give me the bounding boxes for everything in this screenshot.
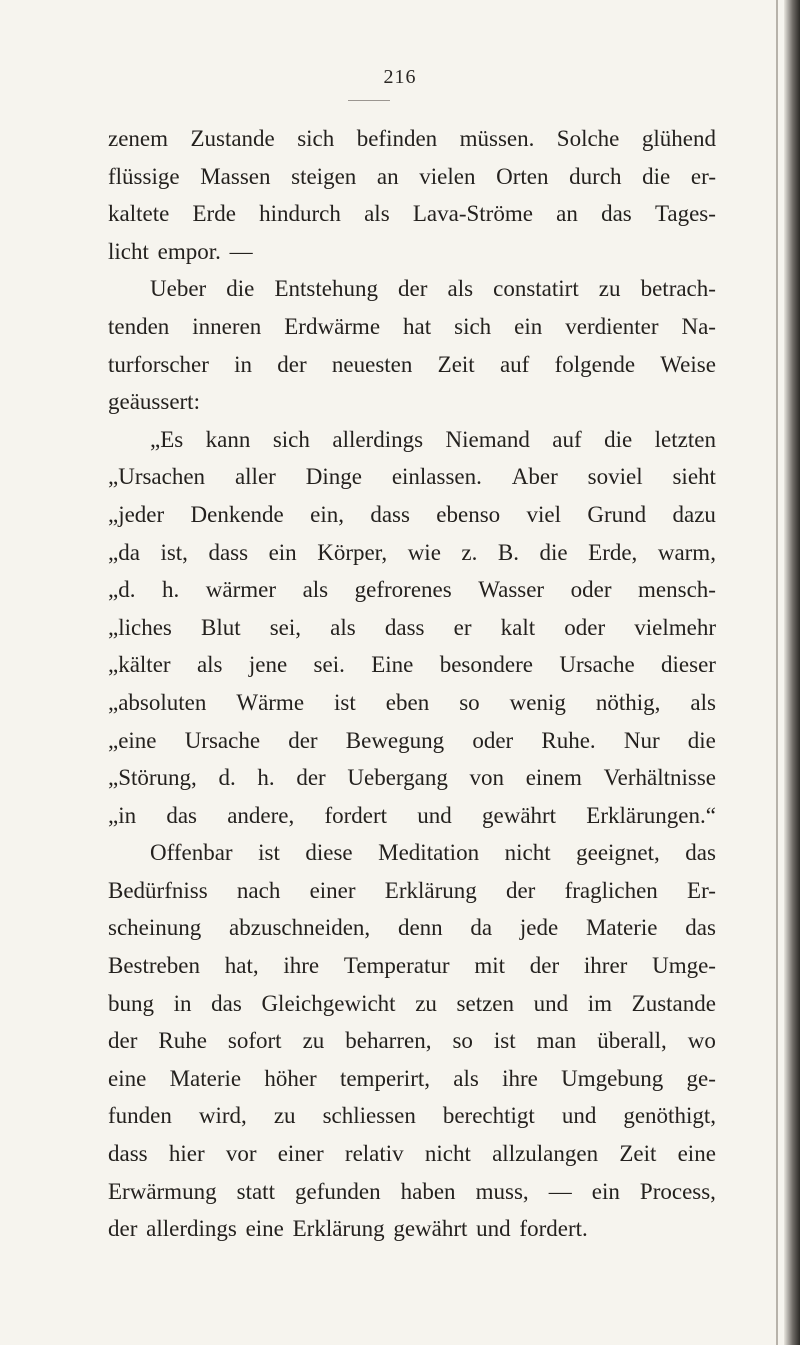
word: Erklärungen.“ xyxy=(586,802,716,828)
word: steigen xyxy=(291,163,357,189)
word: der xyxy=(529,953,560,979)
text-line xyxy=(108,909,716,947)
word: zenem xyxy=(108,126,169,151)
word: Verhältnisse xyxy=(603,765,716,791)
word: Bedürfniss xyxy=(108,877,208,903)
word: dass xyxy=(208,539,249,565)
word: bung xyxy=(108,990,154,1016)
word: ist xyxy=(493,1028,516,1054)
word: wird, xyxy=(198,1103,247,1129)
text-line xyxy=(108,1097,716,1135)
word: Umge- xyxy=(652,953,716,979)
word: fordert xyxy=(324,802,388,828)
word: oder xyxy=(472,727,514,753)
word: Na- xyxy=(681,313,716,339)
word: Materie xyxy=(585,915,658,941)
word: B. xyxy=(497,539,519,565)
binding-line xyxy=(776,0,778,1345)
word: dazu xyxy=(672,501,716,527)
word: Wasser xyxy=(478,577,545,603)
word: „absoluten xyxy=(108,689,207,715)
word: Lava-Ströme xyxy=(412,201,533,227)
word: vor xyxy=(225,1141,257,1167)
word: h. xyxy=(162,577,180,603)
word: zu xyxy=(598,276,621,302)
word: betrach- xyxy=(640,276,716,302)
word: Process, xyxy=(639,1178,716,1204)
word: und xyxy=(533,990,569,1016)
word: genöthigt, xyxy=(623,1103,716,1129)
word: sei, xyxy=(269,614,302,640)
text-line xyxy=(108,684,716,722)
word: Tages- xyxy=(654,201,716,227)
word: fraglichen xyxy=(564,877,658,903)
text-line xyxy=(108,1173,716,1211)
word: Erdwärme xyxy=(284,313,381,339)
word: setzen xyxy=(456,990,514,1016)
word: ist xyxy=(334,689,356,715)
word: Orten xyxy=(496,163,549,189)
word: so xyxy=(459,689,480,715)
word: zu xyxy=(273,1103,296,1129)
word: scheinung xyxy=(108,915,202,941)
word: ihrer xyxy=(583,953,628,979)
text-line xyxy=(108,872,716,910)
word: gewährt xyxy=(482,802,557,828)
word: eben xyxy=(385,689,430,715)
word: ist xyxy=(258,840,280,866)
word: das xyxy=(685,840,716,866)
word: im xyxy=(587,990,613,1016)
word: muss, xyxy=(475,1178,529,1204)
word: Grund xyxy=(587,501,647,527)
word: allzulangen xyxy=(492,1141,599,1167)
word: als xyxy=(330,614,356,640)
word: „eine xyxy=(108,727,157,753)
word: Ursache xyxy=(184,727,261,753)
word: beharren, xyxy=(345,1028,432,1054)
word: die xyxy=(604,426,633,452)
word: denn xyxy=(397,915,443,941)
word: als xyxy=(447,276,474,302)
text-line xyxy=(108,834,716,872)
line-text: geäussert: xyxy=(108,389,200,415)
text-line xyxy=(108,195,716,233)
word: einlassen. xyxy=(391,464,482,490)
word: inneren xyxy=(192,313,262,339)
text-line xyxy=(108,1022,716,1060)
word: müssen. xyxy=(459,126,535,151)
word: als xyxy=(364,201,390,227)
word: Wärme xyxy=(236,689,305,715)
word: statt xyxy=(236,1178,275,1204)
word: geeignet, xyxy=(576,840,660,866)
word: oder xyxy=(564,614,606,640)
word: wie xyxy=(407,539,441,565)
word: Ueber xyxy=(150,276,207,302)
word: so xyxy=(452,1028,473,1054)
text-line xyxy=(108,722,716,760)
word: sofort xyxy=(227,1028,282,1054)
word: ein, xyxy=(310,501,344,527)
text-line xyxy=(108,609,716,647)
word: funden xyxy=(108,1103,172,1129)
word: oder xyxy=(570,577,612,603)
word: man xyxy=(536,1028,577,1054)
word: „Störung, xyxy=(108,765,197,791)
word: zu xyxy=(302,1028,325,1054)
word: überall, xyxy=(597,1028,667,1054)
word: diese xyxy=(305,840,353,866)
word: schliessen xyxy=(322,1103,416,1129)
word: die xyxy=(226,276,255,302)
word: tenden xyxy=(108,313,170,339)
text-line xyxy=(108,233,716,271)
word: „Ursachen xyxy=(108,464,206,490)
word: mit xyxy=(474,953,505,979)
word: Ursache xyxy=(559,652,635,678)
word: Gleichgewicht xyxy=(261,990,396,1016)
word: nach xyxy=(236,877,281,903)
word: Erde, xyxy=(588,539,638,565)
word: glühend xyxy=(641,126,716,151)
text-line xyxy=(108,1060,716,1098)
word: abzuschneiden, xyxy=(229,915,371,941)
word: sieht xyxy=(672,464,716,490)
word: gefrorenes xyxy=(354,577,452,603)
word: auf xyxy=(499,351,530,377)
body-text xyxy=(108,120,716,1248)
word: andere, xyxy=(227,802,295,828)
word: als xyxy=(302,577,329,603)
word: Bewegung xyxy=(345,727,445,753)
text-line xyxy=(108,985,716,1023)
word: warm, xyxy=(657,539,716,565)
word: der xyxy=(277,351,307,377)
word: wo xyxy=(687,1028,716,1054)
word: Zustande xyxy=(631,990,716,1016)
word: ebenso xyxy=(436,501,501,527)
word: er xyxy=(453,614,472,640)
word: kalt xyxy=(500,614,536,640)
word: einem xyxy=(525,765,582,791)
word: neuesten xyxy=(331,351,413,377)
text-line xyxy=(108,496,716,534)
word: an xyxy=(376,163,399,189)
word: „liches xyxy=(108,614,172,640)
word: d. xyxy=(218,765,236,791)
word: Materie xyxy=(169,1065,242,1091)
text-line xyxy=(108,346,716,384)
word: berechtigt xyxy=(442,1103,535,1129)
word: hindurch xyxy=(259,201,341,227)
word: von xyxy=(469,765,505,791)
word: „Es xyxy=(150,426,184,452)
word: „in xyxy=(108,802,137,828)
word: Aber xyxy=(511,464,558,490)
word: Weise xyxy=(660,351,716,377)
word: Massen xyxy=(200,163,271,189)
word: Zeit xyxy=(619,1141,657,1167)
word: Niemand xyxy=(445,426,530,452)
word: allerdings xyxy=(332,426,424,452)
text-line xyxy=(108,646,716,684)
word: folgende xyxy=(554,351,636,377)
word: Ruhe. xyxy=(541,727,596,753)
word: dass xyxy=(370,501,410,527)
word: Erklärung xyxy=(384,877,477,903)
word: „jeder xyxy=(108,501,165,527)
word: turforscher xyxy=(108,351,209,377)
word: besondere xyxy=(439,652,533,678)
word: das xyxy=(166,802,197,828)
word: an xyxy=(556,201,578,227)
word: verdienter xyxy=(565,313,659,339)
word: der xyxy=(108,1028,138,1054)
word: „kälter xyxy=(108,652,171,678)
word: Uebergang xyxy=(347,765,448,791)
word: wärmer xyxy=(205,577,277,603)
word: flüssige xyxy=(108,163,180,189)
word: der xyxy=(398,276,428,302)
word: er- xyxy=(690,163,716,189)
word: zu xyxy=(415,990,437,1016)
word: Blut xyxy=(200,614,241,640)
word: dieser xyxy=(661,652,716,678)
line-text: licht empor. — xyxy=(108,238,253,264)
word: dass xyxy=(108,1141,148,1167)
word: vielmehr xyxy=(634,614,716,640)
word: Denkende xyxy=(190,501,284,527)
text-line xyxy=(108,158,716,196)
word: ihre xyxy=(502,1065,538,1091)
word: haben xyxy=(400,1178,456,1204)
word: z. xyxy=(461,539,478,565)
word: jede xyxy=(519,915,559,941)
word: nöthig, xyxy=(595,689,661,715)
word: h. xyxy=(257,765,275,791)
text-line xyxy=(108,947,716,985)
word: aller xyxy=(234,464,276,490)
word: einer xyxy=(277,1141,324,1167)
text-line xyxy=(108,458,716,496)
word: „d. xyxy=(108,577,136,603)
word: Ruhe xyxy=(158,1028,207,1054)
word: „da xyxy=(108,539,140,565)
word: Er- xyxy=(687,877,716,903)
word: die xyxy=(687,727,716,753)
word: als xyxy=(196,652,223,678)
word: Zeit xyxy=(437,351,475,377)
word: in xyxy=(234,351,253,377)
word: Eine xyxy=(371,652,414,678)
word: sich xyxy=(297,126,335,151)
word: sei. xyxy=(313,652,345,678)
word: ein xyxy=(268,539,297,565)
word: Solche xyxy=(556,126,620,151)
word: ihre xyxy=(283,953,320,979)
word: sich xyxy=(272,426,310,452)
word: in xyxy=(173,990,192,1016)
word: ge- xyxy=(686,1065,716,1091)
text-line xyxy=(108,383,716,421)
word: temperirt, xyxy=(339,1065,430,1091)
word: hat xyxy=(403,313,432,339)
word: wenig xyxy=(509,689,566,715)
word: sich xyxy=(454,313,492,339)
word: Umgebung xyxy=(561,1065,664,1091)
text-line xyxy=(108,759,716,797)
word: als xyxy=(453,1065,479,1091)
text-line xyxy=(108,421,716,459)
word: Erde xyxy=(192,201,236,227)
word: Meditation xyxy=(378,840,480,866)
word: ein xyxy=(591,1178,620,1204)
word: der xyxy=(505,877,536,903)
word: die xyxy=(539,539,568,565)
text-line xyxy=(108,1210,716,1248)
word: gefunden xyxy=(295,1178,381,1204)
word: Körper, xyxy=(317,539,388,565)
line-text: der allerdings eine Erklärung gewährt und fordert. xyxy=(108,1216,588,1242)
word: Erwärmung xyxy=(108,1178,217,1204)
word: das xyxy=(601,201,632,227)
word: Nur xyxy=(623,727,660,753)
word: — xyxy=(548,1178,572,1204)
word: relativ xyxy=(344,1141,404,1167)
word: eine xyxy=(108,1065,147,1091)
word: ist, xyxy=(160,539,188,565)
word: eine xyxy=(677,1141,716,1167)
word: da xyxy=(470,915,493,941)
text-line xyxy=(108,308,716,346)
word: auf xyxy=(552,426,582,452)
word: einer xyxy=(309,877,356,903)
word: Dinge xyxy=(305,464,362,490)
word: hier xyxy=(168,1141,205,1167)
word: Zustande xyxy=(190,126,275,151)
word: der xyxy=(296,765,326,791)
word: Entstehung xyxy=(274,276,378,302)
word: kann xyxy=(205,426,251,452)
text-line xyxy=(108,270,716,308)
word: dass xyxy=(384,614,425,640)
word: das xyxy=(685,915,716,941)
word: constatirt xyxy=(493,276,579,302)
word: jene xyxy=(248,652,288,678)
word: die xyxy=(642,163,671,189)
text-line xyxy=(108,120,716,158)
word: vielen xyxy=(419,163,476,189)
word: und xyxy=(417,802,452,828)
word: mensch- xyxy=(638,577,716,603)
word: Temperatur xyxy=(343,953,450,979)
word: kaltete xyxy=(108,201,170,227)
word: das xyxy=(211,990,242,1016)
word: und xyxy=(561,1103,597,1129)
header-rule xyxy=(348,100,390,101)
binding-edge xyxy=(784,0,800,1345)
word: durch xyxy=(569,163,622,189)
word: nicht xyxy=(424,1141,471,1167)
word: letzten xyxy=(654,426,716,452)
word: der xyxy=(288,727,318,753)
word: als xyxy=(690,689,716,715)
word: hat, xyxy=(224,953,259,979)
word: höher xyxy=(264,1065,317,1091)
page-number: 216 xyxy=(383,66,417,88)
word: Bestreben xyxy=(108,953,200,979)
text-line xyxy=(108,797,716,835)
word: Offenbar xyxy=(150,840,233,866)
text-line xyxy=(108,571,716,609)
word: soviel xyxy=(587,464,643,490)
word: befinden xyxy=(356,126,438,151)
word: nicht xyxy=(504,840,551,866)
text-line xyxy=(108,534,716,572)
text-line xyxy=(108,1135,716,1173)
word: ein xyxy=(514,313,543,339)
word: viel xyxy=(526,501,562,527)
